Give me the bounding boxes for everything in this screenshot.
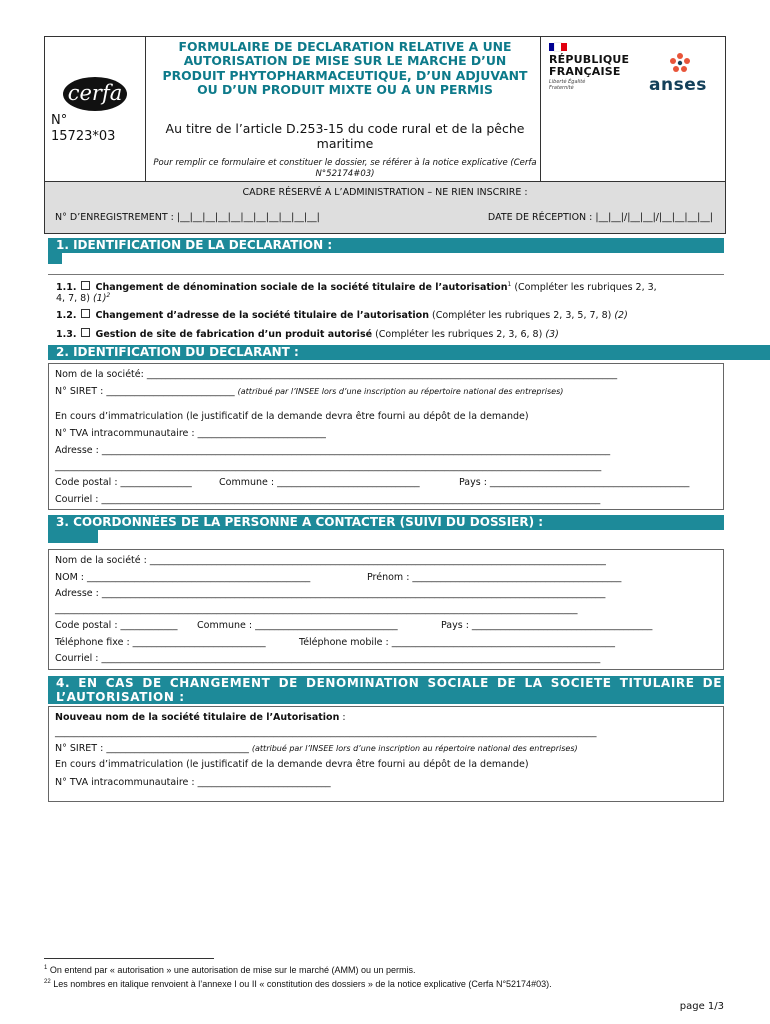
contact-company-field[interactable]: Nom de la société : ________________________________________________________________________________________________ [55,555,606,566]
address-field[interactable]: Adresse : ___________________________________________________________________________________________________________ [55,445,611,456]
anses-logo: anses [649,75,707,95]
contact-lastname-field[interactable]: NOM : _______________________________________________ [55,572,311,583]
section3-bar-tail [48,530,98,543]
form-subtitle: Au titre de l’article D.253-15 du code rural et de la pêche maritime [165,121,525,151]
vat-field[interactable]: N° TVA intracommunautaire : ___________________________ [55,428,326,439]
section1-bar-tail [48,253,62,264]
form-title: FORMULAIRE DE DECLARATION RELATIVE A UNE AUTORISATION DE MISE SUR LE MARCHE D’UN PRODUIT PHYTOPHARMACEUTIQUE, D’UN ADJUVANT OU D’UN PRODUIT MIXTE OU A UN PERMIS [162,39,528,98]
cerfa-cell [45,37,146,181]
contact-country-field[interactable]: Pays : ______________________________________ [441,620,653,631]
footnote-2: $^{22}$ Les nombres en italique renvoient à l’annexe I ou II « constitution des dossiers » de la notice explicative (Cerfa N°52174#03). [44,979,552,989]
page-number: page 1/3 [679,1001,724,1012]
admin-reserved-box [44,182,726,234]
footnote-divider [44,958,214,959]
new-registration-in-progress-checkbox[interactable]: En cours d’immatriculation (le justificatif de la demande devra être fourni au dépôt de la demande) [55,759,529,770]
checkbox-1-1[interactable] [81,281,90,290]
registration-in-progress-checkbox[interactable]: En cours d’immatriculation (le justificatif de la demande devra être fourni au dépôt de la demande) [55,411,529,422]
company-name-field[interactable]: Nom de la société: ___________________________________________________________________________________________________ [55,369,618,380]
reception-date-field[interactable]: DATE DE RÉCEPTION : |__|__|/|__|__|/|__|__|__|__| [487,212,713,223]
new-siret-field[interactable]: N° SIRET : ______________________________ (attribué par l’INSEE lors d’une inscription au répertoire national des entreprises) [55,743,578,754]
postal-code-field[interactable]: Code postal : _______________ [55,477,192,488]
form-number: N° 15723*03 [51,113,116,144]
new-company-name-field[interactable]: __________________________________________________________________________________________________________________ [55,727,597,738]
email-field[interactable]: Courriel : _________________________________________________________________________________________________________ [55,494,601,505]
footnote-1: $^1$ On entend par « autorisation » une autorisation de mise sur le marché (AMM) ou un permis. [44,965,416,975]
form-note: Pour remplir ce formulaire et constituer le dossier, se référer à la notice explicative (Cerfa N°52174#03) [153,158,537,179]
contact-address-field[interactable]: Adresse : __________________________________________________________________________________________________________ [55,588,606,599]
contact-email-field[interactable]: Courriel : _________________________________________________________________________________________________________ [55,653,601,664]
contact-phone-field[interactable]: Téléphone fixe : ____________________________ [55,637,266,648]
section1-title: 1. IDENTIFICATION DE LA DECLARATION : [48,238,724,253]
contact-address-field-2[interactable]: ______________________________________________________________________________________________________________ [55,604,578,615]
registration-number-field[interactable]: N° D’ENREGISTREMENT : |__|__|__|__|__|__|__|__|__|__|__| [55,212,320,223]
new-vat-field[interactable]: N° TVA intracommunautaire : ____________________________ [55,777,331,788]
option-1-1: 1.1. Changement de dénomination sociale de la société titulaire de l’autorisation$^1$ (Compléter les rubriques 2, 3, [56,281,657,294]
contact-mobile-field[interactable]: Téléphone mobile : _______________________________________________ [299,637,615,648]
contact-firstname-field[interactable]: Prénom : ____________________________________________ [367,572,622,583]
section3-box [48,549,724,670]
logos-cell [540,37,725,181]
marianne-flag-icon [549,43,567,51]
republique-francaise-logo: RÉPUBLIQUE FRANÇAISE [549,53,630,78]
cerfa-logo: cerfa [63,77,127,111]
section4-box [48,706,724,802]
checkbox-1-3[interactable] [81,328,90,337]
option-1-3: 1.3. Gestion de site de fabrication d’un produit autorisé (Compléter les rubriques 2, 3, 6, 8) (3) [56,329,559,340]
new-company-name-label: Nouveau nom de la société titulaire de l’Autorisation : [55,712,346,723]
section3-title: 3. COORDONNÉES DE LA PERSONNE A CONTACTER (SUIVI DU DOSSIER) : [48,515,724,530]
section1-box [48,274,724,342]
anses-logo-icon [669,52,691,74]
section2-title: 2. IDENTIFICATION DU DECLARANT : [48,345,770,360]
checkbox-1-2[interactable] [81,309,90,318]
contact-postal-field[interactable]: Code postal : ____________ [55,620,178,631]
republique-motto: Liberté Égalité Fraternité [549,79,586,91]
section4-title: 4. EN CAS DE CHANGEMENT DE DENOMINATION SOCIALE DE LA SOCIETE TITULAIRE DE L’AUTORISATION : [48,676,724,704]
country-field[interactable]: Pays : __________________________________________ [459,477,690,488]
section2-box [48,363,724,510]
siret-field[interactable]: N° SIRET : ___________________________ (attribué par l’INSEE lors d’une inscription au répertoire national des entreprises) [55,386,564,397]
option-1-1-cont: 4, 7, 8) $(1)^2$ [56,292,111,305]
form-header [44,36,726,182]
city-field[interactable]: Commune : ______________________________ [219,477,420,488]
admin-title: CADRE RÉSERVÉ A L’ADMINISTRATION – NE RIEN INSCRIRE : [242,187,528,198]
contact-city-field[interactable]: Commune : ______________________________ [197,620,398,631]
address-field-2[interactable]: ___________________________________________________________________________________________________________________ [55,461,602,472]
option-1-2: 1.2. Changement d’adresse de la société titulaire de l’autorisation (Compléter les rubriques 2, 3, 5, 7, 8) (2) [56,310,628,321]
